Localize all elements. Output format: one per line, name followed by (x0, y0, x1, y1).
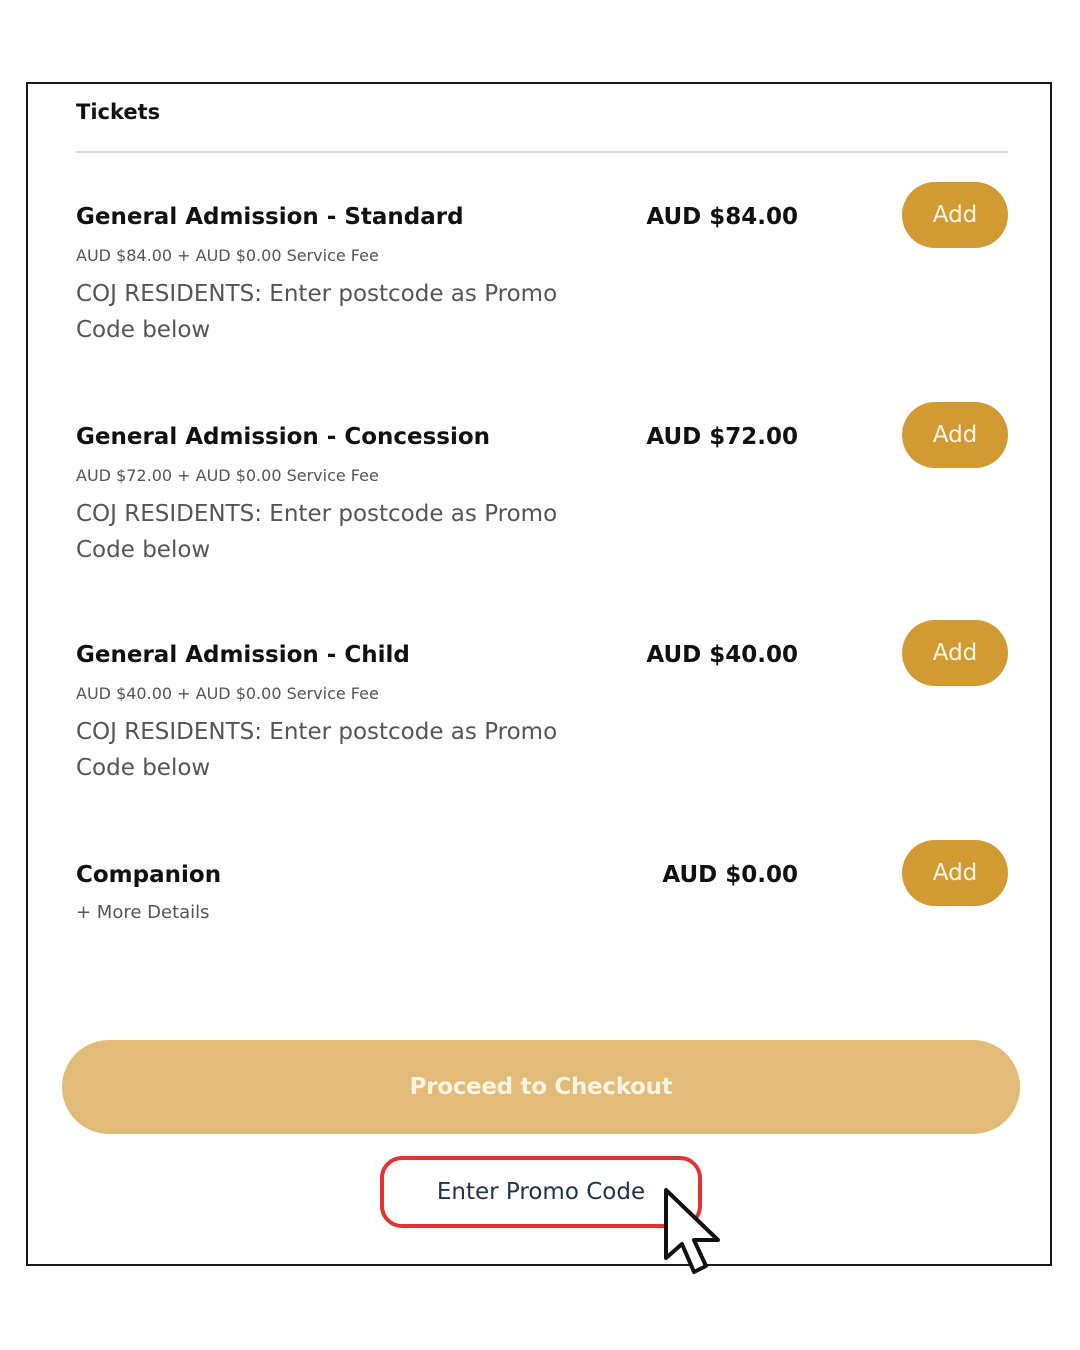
ticket-fee: AUD $84.00 + AUD $0.00 Service Fee (76, 246, 379, 265)
divider (76, 151, 1008, 153)
add-button[interactable]: Add (902, 620, 1008, 686)
more-details-link[interactable]: + More Details (76, 902, 210, 923)
add-button[interactable]: Add (902, 402, 1008, 468)
promo-highlight (380, 1156, 702, 1228)
section-title: Tickets (76, 100, 161, 124)
ticket-name: General Admission - Child (76, 642, 410, 668)
ticket-price: AUD $0.00 (662, 862, 798, 888)
enter-promo-code-link[interactable]: Enter Promo Code (436, 1179, 646, 1205)
ticket-note: COJ RESIDENTS: Enter postcode as Promo Code below (76, 281, 558, 343)
ticket-note: COJ RESIDENTS: Enter postcode as Promo Code below (76, 501, 558, 563)
ticket-price: AUD $72.00 (646, 424, 798, 450)
ticket-price: AUD $84.00 (646, 204, 798, 230)
ticket-fee: AUD $72.00 + AUD $0.00 Service Fee (76, 466, 379, 485)
ticket-item (76, 424, 1008, 624)
add-button[interactable]: Add (902, 840, 1008, 906)
tickets-panel (26, 82, 1052, 1266)
mouse-pointer-icon (662, 1186, 726, 1276)
ticket-item (76, 204, 1008, 404)
ticket-name: General Admission - Standard (76, 204, 464, 230)
ticket-price: AUD $40.00 (646, 642, 798, 668)
add-button[interactable]: Add (902, 182, 1008, 248)
ticket-item (76, 862, 1008, 1062)
ticket-fee: AUD $40.00 + AUD $0.00 Service Fee (76, 684, 379, 703)
ticket-name: General Admission - Concession (76, 424, 491, 450)
proceed-to-checkout-button[interactable]: Proceed to Checkout (62, 1040, 1020, 1134)
ticket-name: Companion (76, 862, 222, 888)
ticket-item (76, 642, 1008, 842)
ticket-note: COJ RESIDENTS: Enter postcode as Promo Code below (76, 719, 558, 781)
